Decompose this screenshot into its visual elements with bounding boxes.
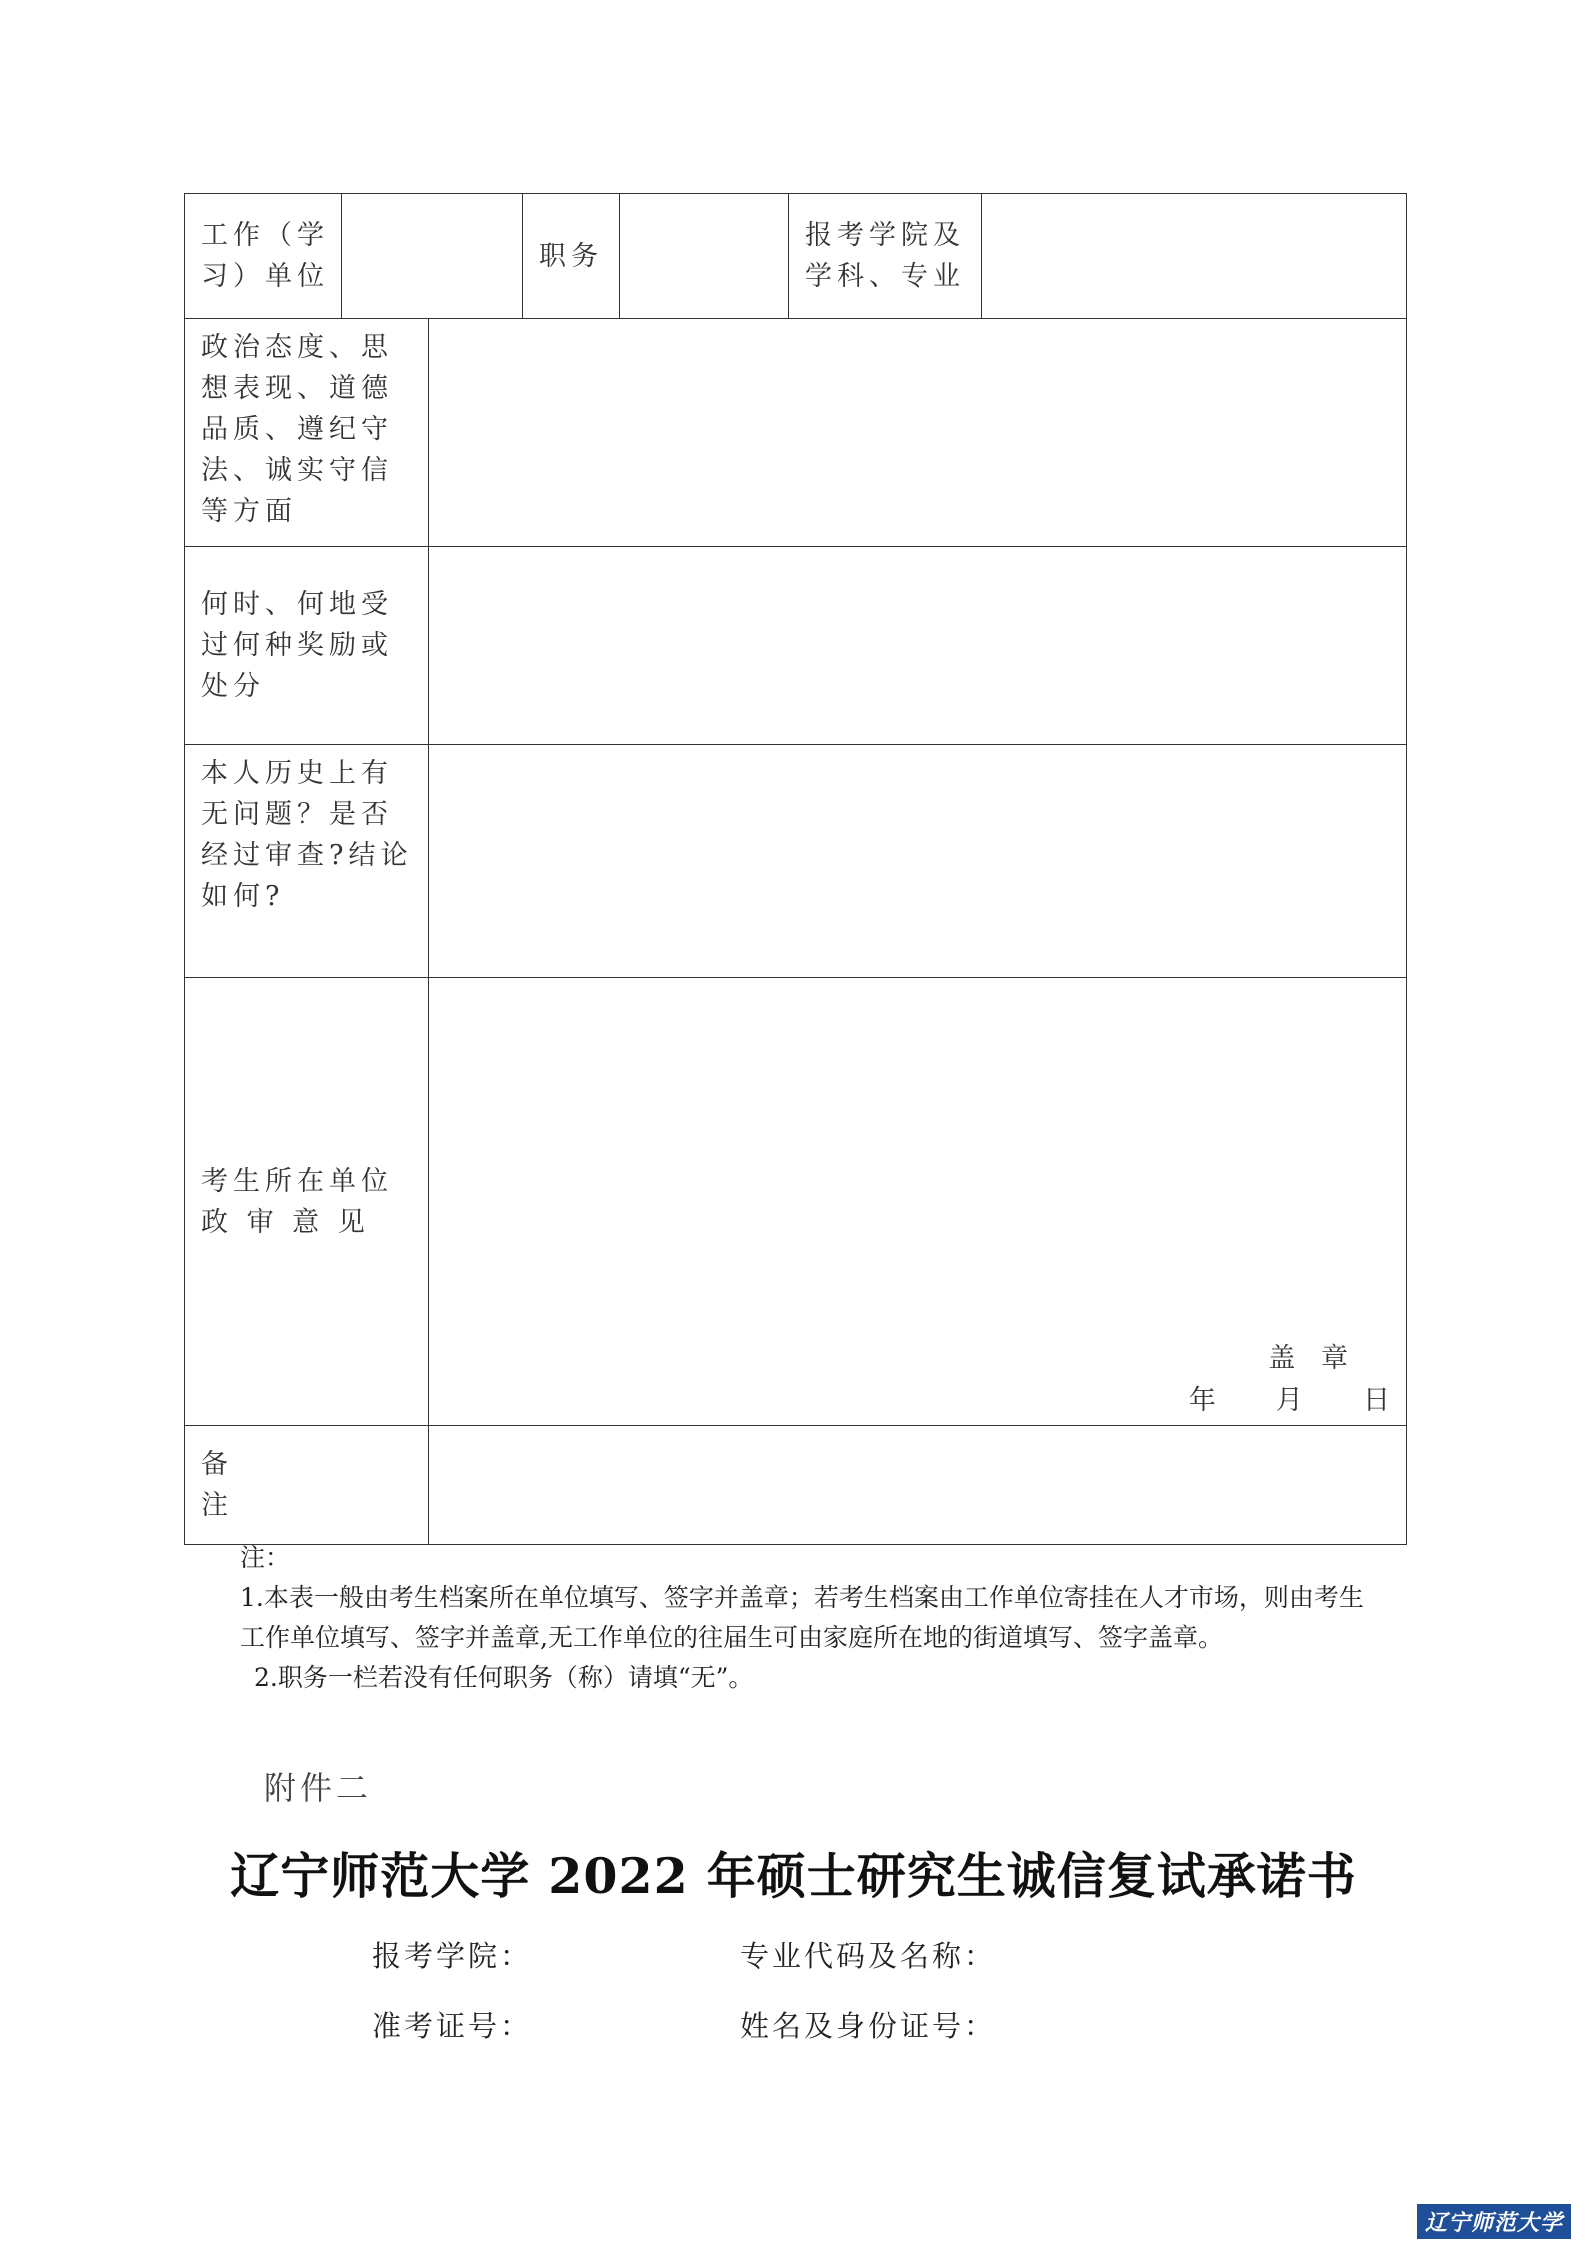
- political-attitude-label: 政治态度、思想表现、道德品质、遵纪守法、诚实守信等方面: [185, 319, 429, 547]
- apply-college-major-label: 报考学院及学科、专业: [789, 194, 982, 319]
- name-id-field-label: 姓名及身份证号：: [740, 2009, 997, 2043]
- note-item-2: 2.职务一栏若没有任何职务（称）请填“无”。: [254, 1663, 754, 1692]
- form-notes: [240, 1538, 1370, 1698]
- position-field[interactable]: [620, 194, 789, 319]
- remarks-label-line2: 注: [201, 1490, 233, 1521]
- seal-text: 盖 章: [1268, 1343, 1348, 1374]
- major-field-label: 专业代码及名称：: [740, 1939, 997, 1973]
- form-row-history-review: [185, 745, 1407, 978]
- political-attitude-field[interactable]: [429, 319, 1407, 547]
- form-row-remarks: [185, 1426, 1407, 1545]
- note-item-1: 1.本表一般由考生档案所在单位填写、签字并盖章；若考生档案由工作单位寄挂在人才市场，则由考生工作单位填写、签字并盖章,无工作单位的往届生可由家庭所在地的街道填写、签字盖章。: [240, 1583, 1364, 1652]
- form-row-rewards-punishments: [185, 547, 1407, 745]
- unit-opinion-field[interactable]: [429, 978, 1407, 1426]
- rewards-punishments-label: 何时、何地受过何种奖励或处分: [185, 547, 429, 745]
- history-review-label: 本人历史上有无问题？是否经过审查?结论如何?: [185, 745, 429, 978]
- work-unit-label: 工作（学习）单位: [185, 194, 342, 319]
- form-row-basic-info: [185, 194, 1407, 319]
- political-review-form: [184, 193, 1407, 1545]
- remarks-field[interactable]: [429, 1426, 1407, 1545]
- form-row-political-attitude: [185, 319, 1407, 547]
- apply-college-major-field[interactable]: [982, 194, 1407, 319]
- rewards-punishments-field[interactable]: [429, 547, 1407, 745]
- history-review-field[interactable]: [429, 745, 1407, 978]
- pledge-title: 辽宁师范大学 2022 年硕士研究生诚信复试承诺书: [230, 1847, 1357, 1905]
- attachment-label: 附件二: [264, 1769, 373, 1807]
- university-watermark: 辽宁师范大学: [1417, 2204, 1571, 2239]
- work-unit-field[interactable]: [342, 194, 523, 319]
- notes-heading: 注：: [240, 1543, 291, 1572]
- unit-opinion-label-line1: 考生所在单位: [201, 1165, 393, 1197]
- unit-opinion-label: [185, 978, 429, 1426]
- unit-opinion-label-line2: 政 审 意 见: [201, 1206, 370, 1238]
- remarks-label-line1: 备: [201, 1449, 233, 1480]
- remarks-label: [185, 1426, 429, 1545]
- date-text: 年 月 日: [1188, 1385, 1390, 1416]
- college-field-label: 报考学院：: [372, 1939, 533, 1973]
- position-label: 职务: [523, 194, 620, 319]
- ticket-number-field-label: 准考证号：: [372, 2009, 533, 2043]
- form-row-unit-opinion: [185, 978, 1407, 1426]
